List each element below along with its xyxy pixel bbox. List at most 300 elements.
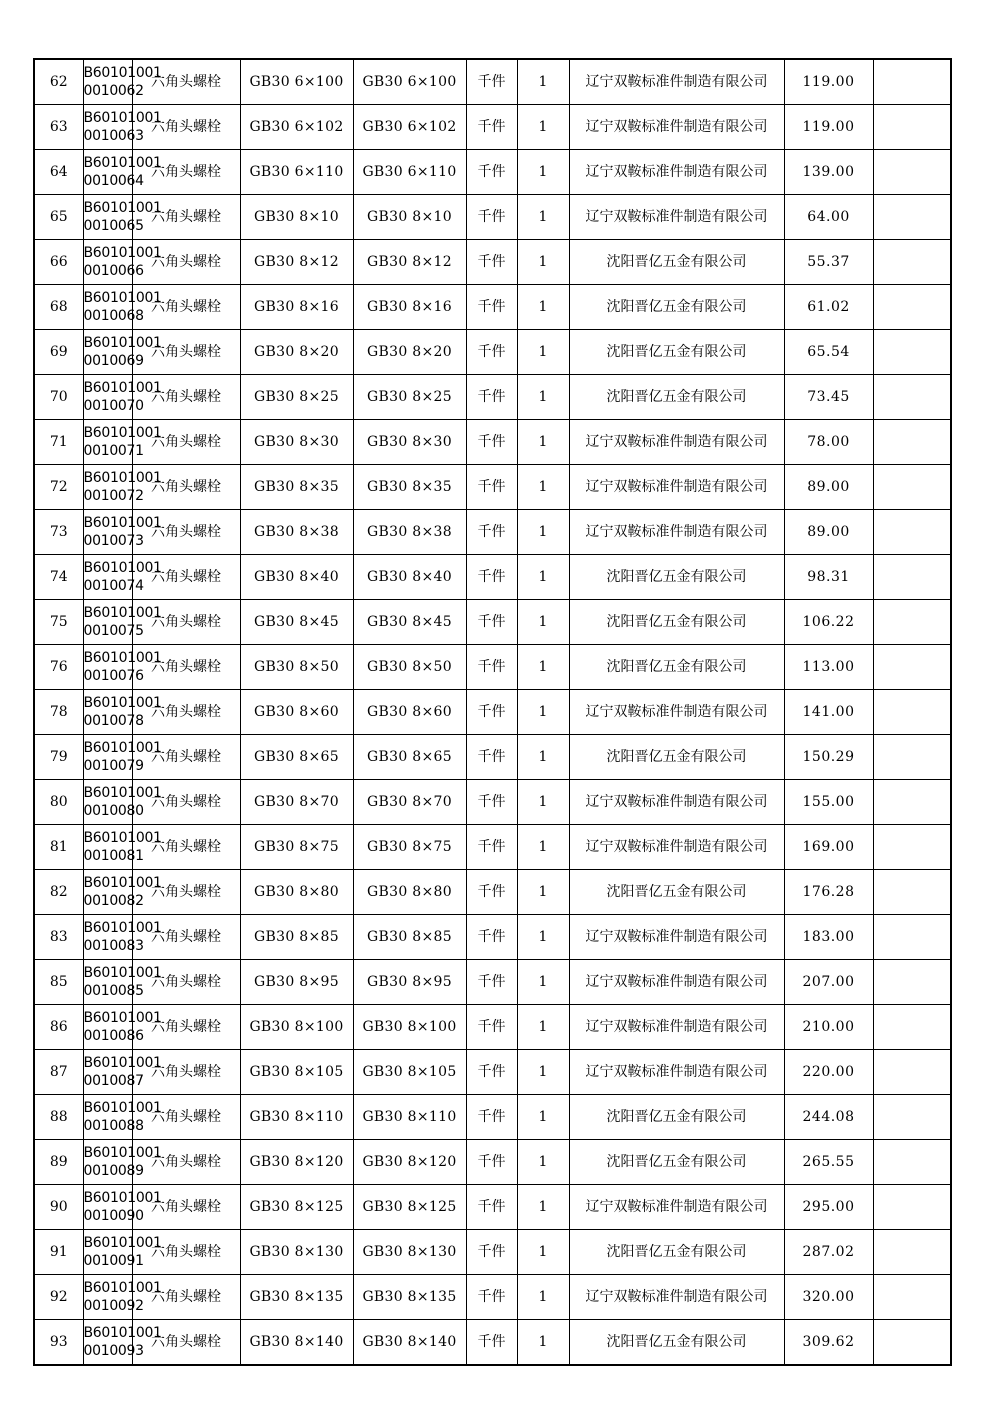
- seq-cell: 90: [34, 1185, 83, 1230]
- product-name-cell: 六角头螺栓: [132, 465, 240, 510]
- seq-cell: 65: [34, 195, 83, 240]
- unit-cell: 千件: [466, 1275, 517, 1320]
- material-code-line-1: B60101001: [83, 1190, 162, 1206]
- table-row: [34, 780, 951, 825]
- material-code-line-2: 0010090: [83, 1208, 144, 1224]
- price-cell: 98.31: [784, 555, 873, 600]
- material-code-line-1: B60101001: [83, 830, 162, 846]
- supplier-cell: 沈阳晋亿五金有限公司: [569, 870, 784, 915]
- product-name-cell: 六角头螺栓: [132, 960, 240, 1005]
- model-cell: GB30 8×70: [353, 780, 466, 825]
- remark-cell: [873, 330, 951, 375]
- unit-cell: 千件: [466, 1320, 517, 1366]
- supplier-cell: 辽宁双鞍标准件制造有限公司: [569, 1050, 784, 1095]
- unit-cell: 千件: [466, 825, 517, 870]
- material-code-cell: [83, 330, 162, 375]
- table-row: [34, 1050, 951, 1095]
- table-row: [34, 240, 951, 285]
- table-row: [34, 465, 951, 510]
- unit-cell: 千件: [466, 780, 517, 825]
- product-name-cell: 六角头螺栓: [132, 150, 240, 195]
- table-row: [34, 825, 951, 870]
- price-cell: 265.55: [784, 1140, 873, 1185]
- seq-cell: 78: [34, 690, 83, 735]
- material-code-line-2: 0010088: [83, 1118, 144, 1134]
- remark-cell: [873, 510, 951, 555]
- table-row: [34, 1320, 951, 1366]
- seq-cell: 63: [34, 105, 83, 150]
- quantity-cell: 1: [517, 59, 569, 105]
- seq-cell: 89: [34, 1140, 83, 1185]
- material-code-line-2: 0010075: [83, 623, 144, 639]
- seq-cell: 69: [34, 330, 83, 375]
- material-code-cell: [83, 59, 162, 105]
- spec-cell: GB30 6×102: [240, 105, 353, 150]
- remark-cell: [873, 150, 951, 195]
- spec-cell: GB30 8×80: [240, 870, 353, 915]
- seq-cell: 79: [34, 735, 83, 780]
- seq-cell: 87: [34, 1050, 83, 1095]
- material-code-line-1: B60101001: [83, 560, 162, 576]
- spec-cell: GB30 8×140: [240, 1320, 353, 1366]
- quantity-cell: 1: [517, 465, 569, 510]
- remark-cell: [873, 960, 951, 1005]
- quantity-cell: 1: [517, 555, 569, 600]
- table-row: [34, 510, 951, 555]
- product-name-cell: 六角头螺栓: [132, 1230, 240, 1275]
- table-row: [34, 1185, 951, 1230]
- quantity-cell: 1: [517, 330, 569, 375]
- model-cell: GB30 8×12: [353, 240, 466, 285]
- model-cell: GB30 8×40: [353, 555, 466, 600]
- material-code-cell: [83, 780, 162, 825]
- quantity-cell: 1: [517, 1095, 569, 1140]
- material-code-cell: [83, 915, 162, 960]
- price-cell: 113.00: [784, 645, 873, 690]
- remark-cell: [873, 915, 951, 960]
- quantity-cell: 1: [517, 780, 569, 825]
- spec-cell: GB30 8×10: [240, 195, 353, 240]
- material-code-line-2: 0010066: [83, 263, 144, 279]
- price-cell: 295.00: [784, 1185, 873, 1230]
- model-cell: GB30 8×120: [353, 1140, 466, 1185]
- product-name-cell: 六角头螺栓: [132, 1185, 240, 1230]
- quantity-cell: 1: [517, 1230, 569, 1275]
- remark-cell: [873, 1230, 951, 1275]
- product-name-cell: 六角头螺栓: [132, 1320, 240, 1366]
- quantity-cell: 1: [517, 285, 569, 330]
- spec-cell: GB30 6×110: [240, 150, 353, 195]
- quantity-cell: 1: [517, 915, 569, 960]
- material-code-line-1: B60101001: [83, 920, 162, 936]
- table-row: [34, 105, 951, 150]
- product-name-cell: 六角头螺栓: [132, 870, 240, 915]
- price-table: [33, 58, 952, 1366]
- unit-cell: 千件: [466, 960, 517, 1005]
- quantity-cell: 1: [517, 375, 569, 420]
- material-code-cell: [83, 510, 162, 555]
- price-cell: 61.02: [784, 285, 873, 330]
- model-cell: GB30 8×140: [353, 1320, 466, 1366]
- remark-cell: [873, 240, 951, 285]
- price-cell: 55.37: [784, 240, 873, 285]
- unit-cell: 千件: [466, 330, 517, 375]
- material-code-line-1: B60101001: [83, 335, 162, 351]
- price-cell: 73.45: [784, 375, 873, 420]
- remark-cell: [873, 1095, 951, 1140]
- product-name-cell: 六角头螺栓: [132, 555, 240, 600]
- model-cell: GB30 8×125: [353, 1185, 466, 1230]
- table-row: [34, 645, 951, 690]
- table-row: [34, 1275, 951, 1320]
- supplier-cell: 辽宁双鞍标准件制造有限公司: [569, 1005, 784, 1050]
- product-name-cell: 六角头螺栓: [132, 1140, 240, 1185]
- table-row: [34, 285, 951, 330]
- material-code-line-2: 0010081: [83, 848, 144, 864]
- material-code-line-1: B60101001: [83, 110, 162, 126]
- material-code-line-1: B60101001: [83, 290, 162, 306]
- unit-cell: 千件: [466, 555, 517, 600]
- price-cell: 119.00: [784, 59, 873, 105]
- spec-cell: GB30 8×20: [240, 330, 353, 375]
- material-code-line-1: B60101001: [83, 785, 162, 801]
- quantity-cell: 1: [517, 825, 569, 870]
- remark-cell: [873, 105, 951, 150]
- product-name-cell: 六角头螺栓: [132, 285, 240, 330]
- material-code-cell: [83, 600, 162, 645]
- quantity-cell: 1: [517, 690, 569, 735]
- remark-cell: [873, 285, 951, 330]
- product-name-cell: 六角头螺栓: [132, 735, 240, 780]
- material-code-line-1: B60101001: [83, 65, 162, 81]
- spec-cell: GB30 8×100: [240, 1005, 353, 1050]
- model-cell: GB30 8×135: [353, 1275, 466, 1320]
- model-cell: GB30 8×85: [353, 915, 466, 960]
- product-name-cell: 六角头螺栓: [132, 420, 240, 465]
- spec-cell: GB30 8×85: [240, 915, 353, 960]
- quantity-cell: 1: [517, 150, 569, 195]
- material-code-line-1: B60101001: [83, 155, 162, 171]
- price-cell: 78.00: [784, 420, 873, 465]
- seq-cell: 76: [34, 645, 83, 690]
- table-row: [34, 330, 951, 375]
- material-code-line-2: 0010083: [83, 938, 144, 954]
- product-name-cell: 六角头螺栓: [132, 1005, 240, 1050]
- material-code-line-2: 0010076: [83, 668, 144, 684]
- table-row: [34, 150, 951, 195]
- spec-cell: GB30 8×50: [240, 645, 353, 690]
- supplier-cell: 辽宁双鞍标准件制造有限公司: [569, 825, 784, 870]
- remark-cell: [873, 1275, 951, 1320]
- price-cell: 155.00: [784, 780, 873, 825]
- price-cell: 244.08: [784, 1095, 873, 1140]
- material-code-line-2: 0010086: [83, 1028, 144, 1044]
- spec-cell: GB30 8×35: [240, 465, 353, 510]
- seq-cell: 93: [34, 1320, 83, 1366]
- supplier-cell: 沈阳晋亿五金有限公司: [569, 375, 784, 420]
- spec-cell: GB30 8×125: [240, 1185, 353, 1230]
- remark-cell: [873, 600, 951, 645]
- price-cell: 106.22: [784, 600, 873, 645]
- price-cell: 141.00: [784, 690, 873, 735]
- spec-cell: GB30 8×135: [240, 1275, 353, 1320]
- supplier-cell: 辽宁双鞍标准件制造有限公司: [569, 150, 784, 195]
- material-code-line-2: 0010080: [83, 803, 144, 819]
- spec-cell: GB30 6×100: [240, 59, 353, 105]
- supplier-cell: 辽宁双鞍标准件制造有限公司: [569, 510, 784, 555]
- material-code-line-2: 0010062: [83, 83, 144, 99]
- remark-cell: [873, 465, 951, 510]
- material-code-cell: [83, 870, 162, 915]
- supplier-cell: 辽宁双鞍标准件制造有限公司: [569, 915, 784, 960]
- material-code-line-2: 0010069: [83, 353, 144, 369]
- material-code-line-1: B60101001: [83, 1145, 162, 1161]
- material-code-cell: [83, 375, 162, 420]
- price-cell: 287.02: [784, 1230, 873, 1275]
- remark-cell: [873, 420, 951, 465]
- price-cell: 183.00: [784, 915, 873, 960]
- remark-cell: [873, 59, 951, 105]
- spec-cell: GB30 8×110: [240, 1095, 353, 1140]
- supplier-cell: 辽宁双鞍标准件制造有限公司: [569, 1275, 784, 1320]
- remark-cell: [873, 645, 951, 690]
- price-cell: 207.00: [784, 960, 873, 1005]
- supplier-cell: 沈阳晋亿五金有限公司: [569, 1140, 784, 1185]
- unit-cell: 千件: [466, 150, 517, 195]
- material-code-line-2: 0010063: [83, 128, 144, 144]
- supplier-cell: 沈阳晋亿五金有限公司: [569, 645, 784, 690]
- product-name-cell: 六角头螺栓: [132, 690, 240, 735]
- quantity-cell: 1: [517, 1005, 569, 1050]
- unit-cell: 千件: [466, 915, 517, 960]
- table-row: [34, 1230, 951, 1275]
- supplier-cell: 沈阳晋亿五金有限公司: [569, 1095, 784, 1140]
- quantity-cell: 1: [517, 195, 569, 240]
- seq-cell: 73: [34, 510, 83, 555]
- material-code-line-1: B60101001: [83, 695, 162, 711]
- table-row: [34, 1095, 951, 1140]
- material-code-line-2: 0010093: [83, 1343, 144, 1359]
- remark-cell: [873, 780, 951, 825]
- table-row: [34, 690, 951, 735]
- unit-cell: 千件: [466, 105, 517, 150]
- material-code-line-2: 0010065: [83, 218, 144, 234]
- supplier-cell: 辽宁双鞍标准件制造有限公司: [569, 105, 784, 150]
- material-code-line-1: B60101001: [83, 1100, 162, 1116]
- spec-cell: GB30 8×45: [240, 600, 353, 645]
- supplier-cell: 沈阳晋亿五金有限公司: [569, 600, 784, 645]
- remark-cell: [873, 555, 951, 600]
- material-code-line-1: B60101001: [83, 470, 162, 486]
- model-cell: GB30 8×16: [353, 285, 466, 330]
- seq-cell: 81: [34, 825, 83, 870]
- unit-cell: 千件: [466, 1005, 517, 1050]
- seq-cell: 62: [34, 59, 83, 105]
- material-code-cell: [83, 960, 162, 1005]
- table-row: [34, 420, 951, 465]
- spec-cell: GB30 8×65: [240, 735, 353, 780]
- table-row: [34, 1140, 951, 1185]
- material-code-line-2: 0010073: [83, 533, 144, 549]
- price-cell: 169.00: [784, 825, 873, 870]
- unit-cell: 千件: [466, 420, 517, 465]
- table-row: [34, 960, 951, 1005]
- model-cell: GB30 8×100: [353, 1005, 466, 1050]
- spec-cell: GB30 8×75: [240, 825, 353, 870]
- material-code-line-2: 0010091: [83, 1253, 144, 1269]
- material-code-line-2: 0010082: [83, 893, 144, 909]
- table-row: [34, 195, 951, 240]
- supplier-cell: 沈阳晋亿五金有限公司: [569, 555, 784, 600]
- price-cell: 119.00: [784, 105, 873, 150]
- quantity-cell: 1: [517, 645, 569, 690]
- price-cell: 139.00: [784, 150, 873, 195]
- unit-cell: 千件: [466, 510, 517, 555]
- material-code-line-2: 0010092: [83, 1298, 144, 1314]
- material-code-cell: [83, 1140, 162, 1185]
- table-row: [34, 915, 951, 960]
- unit-cell: 千件: [466, 1095, 517, 1140]
- quantity-cell: 1: [517, 600, 569, 645]
- material-code-line-1: B60101001: [83, 200, 162, 216]
- seq-cell: 80: [34, 780, 83, 825]
- model-cell: GB30 8×35: [353, 465, 466, 510]
- material-code-cell: [83, 1095, 162, 1140]
- seq-cell: 92: [34, 1275, 83, 1320]
- unit-cell: 千件: [466, 59, 517, 105]
- material-code-line-1: B60101001: [83, 1055, 162, 1071]
- seq-cell: 72: [34, 465, 83, 510]
- product-name-cell: 六角头螺栓: [132, 780, 240, 825]
- model-cell: GB30 6×102: [353, 105, 466, 150]
- material-code-cell: [83, 1320, 162, 1366]
- model-cell: GB30 8×65: [353, 735, 466, 780]
- seq-cell: 75: [34, 600, 83, 645]
- spec-cell: GB30 8×120: [240, 1140, 353, 1185]
- material-code-cell: [83, 1275, 162, 1320]
- material-code-line-2: 0010068: [83, 308, 144, 324]
- material-code-cell: [83, 285, 162, 330]
- remark-cell: [873, 1050, 951, 1095]
- model-cell: GB30 8×130: [353, 1230, 466, 1275]
- spec-cell: GB30 8×130: [240, 1230, 353, 1275]
- material-code-line-1: B60101001: [83, 875, 162, 891]
- spec-cell: GB30 8×105: [240, 1050, 353, 1095]
- material-code-line-1: B60101001: [83, 1280, 162, 1296]
- material-code-cell: [83, 555, 162, 600]
- price-cell: 89.00: [784, 510, 873, 555]
- model-cell: GB30 6×110: [353, 150, 466, 195]
- material-code-cell: [83, 1050, 162, 1095]
- unit-cell: 千件: [466, 1140, 517, 1185]
- unit-cell: 千件: [466, 1230, 517, 1275]
- quantity-cell: 1: [517, 870, 569, 915]
- table-row: [34, 375, 951, 420]
- spec-cell: GB30 8×38: [240, 510, 353, 555]
- supplier-cell: 辽宁双鞍标准件制造有限公司: [569, 960, 784, 1005]
- quantity-cell: 1: [517, 735, 569, 780]
- model-cell: GB30 8×38: [353, 510, 466, 555]
- supplier-cell: 辽宁双鞍标准件制造有限公司: [569, 465, 784, 510]
- spec-cell: GB30 8×70: [240, 780, 353, 825]
- product-name-cell: 六角头螺栓: [132, 1050, 240, 1095]
- price-cell: 64.00: [784, 195, 873, 240]
- remark-cell: [873, 1185, 951, 1230]
- table-body: [34, 59, 951, 1365]
- remark-cell: [873, 735, 951, 780]
- unit-cell: 千件: [466, 690, 517, 735]
- spec-cell: GB30 8×30: [240, 420, 353, 465]
- unit-cell: 千件: [466, 195, 517, 240]
- material-code-line-1: B60101001: [83, 425, 162, 441]
- supplier-cell: 沈阳晋亿五金有限公司: [569, 330, 784, 375]
- model-cell: GB30 6×100: [353, 59, 466, 105]
- remark-cell: [873, 195, 951, 240]
- material-code-cell: [83, 240, 162, 285]
- remark-cell: [873, 375, 951, 420]
- material-code-line-1: B60101001: [83, 515, 162, 531]
- material-code-line-2: 0010070: [83, 398, 144, 414]
- unit-cell: 千件: [466, 240, 517, 285]
- model-cell: GB30 8×75: [353, 825, 466, 870]
- material-code-line-1: B60101001: [83, 605, 162, 621]
- seq-cell: 83: [34, 915, 83, 960]
- price-cell: 210.00: [784, 1005, 873, 1050]
- model-cell: GB30 8×10: [353, 195, 466, 240]
- material-code-line-2: 0010072: [83, 488, 144, 504]
- product-name-cell: 六角头螺栓: [132, 240, 240, 285]
- material-code-cell: [83, 105, 162, 150]
- seq-cell: 71: [34, 420, 83, 465]
- material-code-line-1: B60101001: [83, 1010, 162, 1026]
- material-code-line-1: B60101001: [83, 1235, 162, 1251]
- supplier-cell: 辽宁双鞍标准件制造有限公司: [569, 59, 784, 105]
- spec-cell: GB30 8×40: [240, 555, 353, 600]
- unit-cell: 千件: [466, 870, 517, 915]
- material-code-cell: [83, 735, 162, 780]
- seq-cell: 86: [34, 1005, 83, 1050]
- seq-cell: 68: [34, 285, 83, 330]
- unit-cell: 千件: [466, 645, 517, 690]
- supplier-cell: 沈阳晋亿五金有限公司: [569, 735, 784, 780]
- product-name-cell: 六角头螺栓: [132, 510, 240, 555]
- material-code-cell: [83, 1185, 162, 1230]
- spec-cell: GB30 8×12: [240, 240, 353, 285]
- remark-cell: [873, 1140, 951, 1185]
- seq-cell: 91: [34, 1230, 83, 1275]
- model-cell: GB30 8×50: [353, 645, 466, 690]
- supplier-cell: 辽宁双鞍标准件制造有限公司: [569, 690, 784, 735]
- material-code-line-2: 0010064: [83, 173, 144, 189]
- remark-cell: [873, 870, 951, 915]
- material-code-line-2: 0010078: [83, 713, 144, 729]
- price-cell: 65.54: [784, 330, 873, 375]
- model-cell: GB30 8×20: [353, 330, 466, 375]
- spec-cell: GB30 8×16: [240, 285, 353, 330]
- product-name-cell: 六角头螺栓: [132, 59, 240, 105]
- material-code-line-1: B60101001: [83, 245, 162, 261]
- spec-cell: GB30 8×60: [240, 690, 353, 735]
- price-cell: 150.29: [784, 735, 873, 780]
- table-row: [34, 870, 951, 915]
- unit-cell: 千件: [466, 600, 517, 645]
- seq-cell: 82: [34, 870, 83, 915]
- supplier-cell: 沈阳晋亿五金有限公司: [569, 1320, 784, 1366]
- material-code-line-2: 0010079: [83, 758, 144, 774]
- product-name-cell: 六角头螺栓: [132, 105, 240, 150]
- material-code-cell: [83, 465, 162, 510]
- supplier-cell: 沈阳晋亿五金有限公司: [569, 240, 784, 285]
